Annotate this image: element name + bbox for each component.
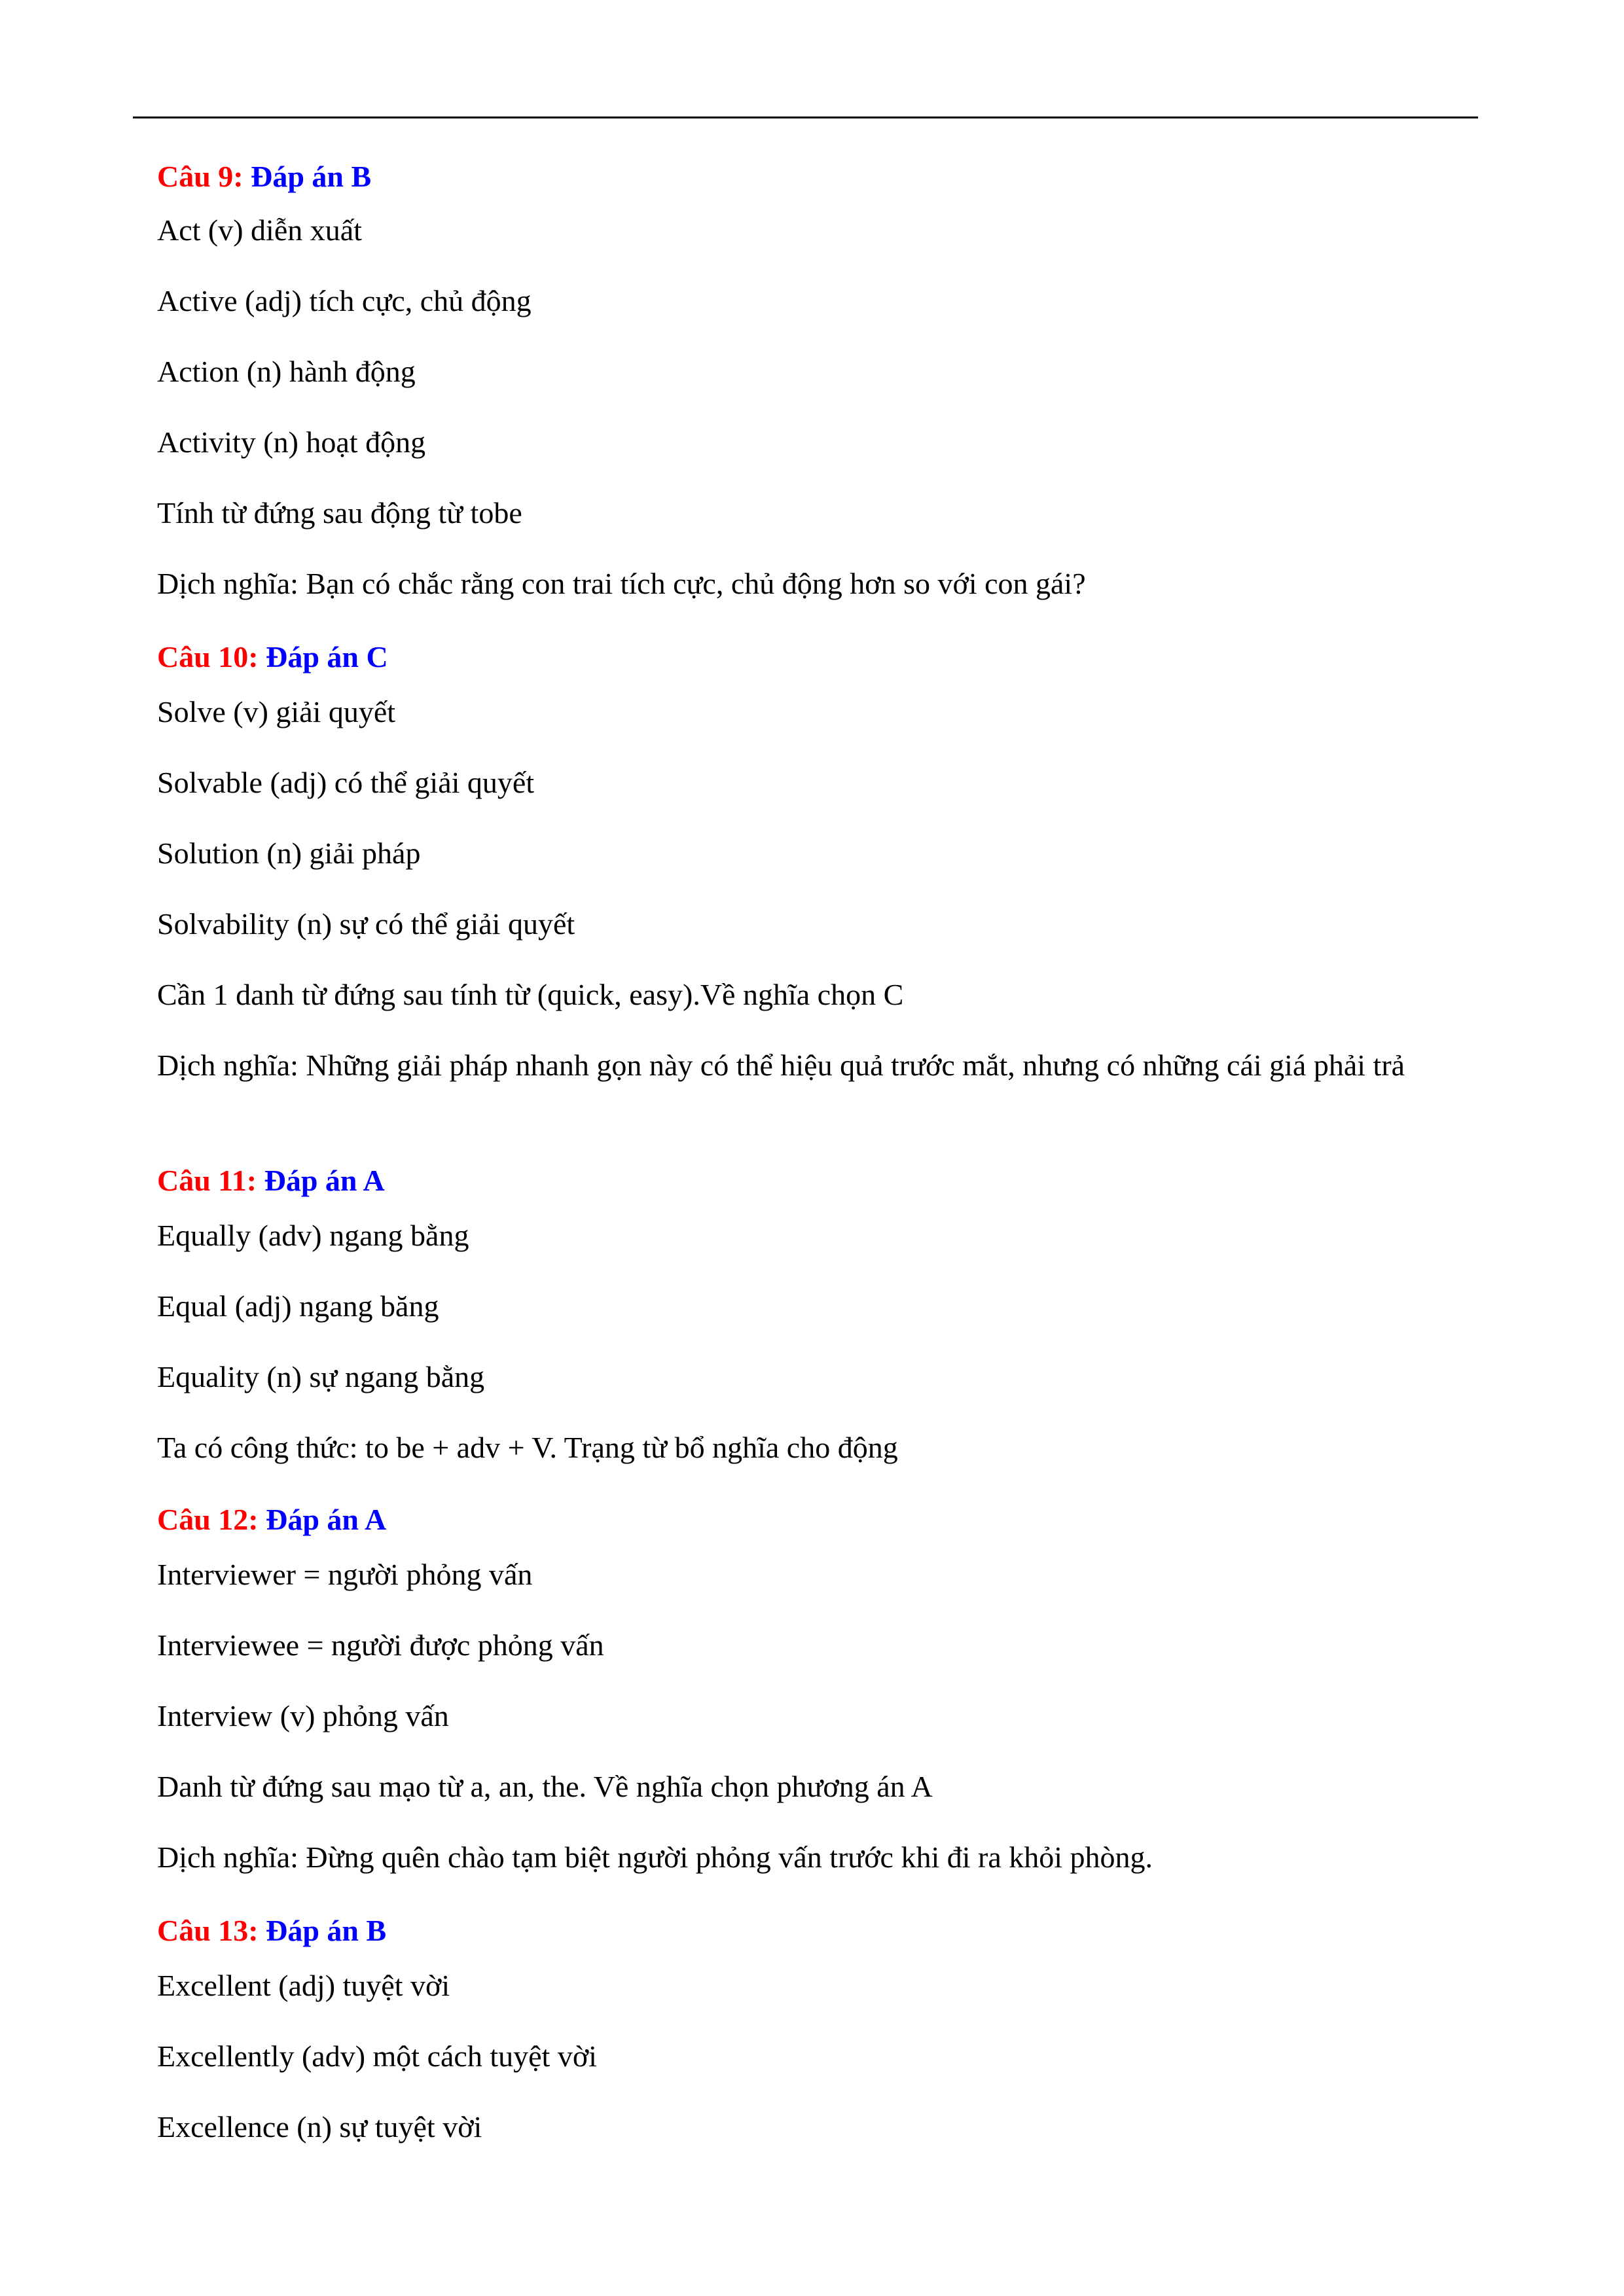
explanation-line: Equal (adj) ngang băng bbox=[157, 1289, 439, 1323]
translation-line: Dịch nghĩa: Đừng quên chào tạm biệt người phỏng vấn trước khi đi ra khỏi phòng. bbox=[157, 1840, 1153, 1874]
answer-label: Đáp án B bbox=[251, 160, 372, 193]
explanation-line: Action (n) hành động bbox=[157, 355, 416, 388]
explanation-line: Equality (n) sự ngang bằng bbox=[157, 1360, 485, 1393]
explanation-line: Solution (n) giải pháp bbox=[157, 836, 421, 870]
explanation-line: Interview (v) phỏng vấn bbox=[157, 1699, 449, 1732]
answer-label: Đáp án C bbox=[266, 640, 388, 673]
explanation-line: Ta có công thức: to be + adv + V. Trạng từ bổ nghĩa cho động bbox=[157, 1431, 898, 1464]
question-heading-9 bbox=[157, 155, 371, 198]
question-number: Câu 11: bbox=[157, 1164, 257, 1197]
explanation-line: Active (adj) tích cực, chủ động bbox=[157, 284, 532, 317]
question-number: Câu 13: bbox=[157, 1914, 259, 1947]
explanation-line: Excellent (adj) tuyệt vời bbox=[157, 1969, 450, 2002]
translation-line: Dịch nghĩa: Những giải pháp nhanh gọn này có thể hiệu quả trước mắt, nhưng có những cái giá phải trả bbox=[157, 1049, 1405, 1082]
explanation-line: Solvable (adj) có thể giải quyết bbox=[157, 766, 535, 799]
translation-line: Dịch nghĩa: Bạn có chắc rằng con trai tích cực, chủ động hơn so với con gái? bbox=[157, 567, 1086, 600]
header-rule bbox=[133, 117, 1478, 118]
answer-label: Đáp án A bbox=[264, 1164, 385, 1197]
explanation-line: Danh từ đứng sau mạo từ a, an, the. Về nghĩa chọn phương án A bbox=[157, 1770, 933, 1803]
explanation-line: Activity (n) hoạt động bbox=[157, 425, 426, 459]
answer-label: Đáp án B bbox=[266, 1914, 387, 1947]
question-heading-12 bbox=[157, 1498, 386, 1541]
explanation-line: Equally (adv) ngang bằng bbox=[157, 1219, 469, 1252]
question-heading-11 bbox=[157, 1159, 385, 1202]
explanation-line: Interviewee = người được phỏng vấn bbox=[157, 1628, 604, 1662]
explanation-line: Interviewer = người phỏng vấn bbox=[157, 1558, 533, 1591]
explanation-line: Excellence (n) sự tuyệt vời bbox=[157, 2110, 482, 2144]
explanation-line: Excellently (adv) một cách tuyệt vời bbox=[157, 2039, 597, 2073]
question-number: Câu 12: bbox=[157, 1503, 259, 1536]
explanation-line: Solve (v) giải quyết bbox=[157, 695, 396, 728]
explanation-line: Cần 1 danh từ đứng sau tính từ (quick, easy).Về nghĩa chọn C bbox=[157, 978, 904, 1011]
explanation-line: Act (v) diễn xuất bbox=[157, 213, 362, 247]
question-heading-10 bbox=[157, 636, 388, 679]
question-number: Câu 10: bbox=[157, 640, 259, 673]
answer-label: Đáp án A bbox=[266, 1503, 387, 1536]
question-number: Câu 9: bbox=[157, 160, 244, 193]
question-heading-13 bbox=[157, 1909, 386, 1952]
explanation-line: Solvability (n) sự có thể giải quyết bbox=[157, 907, 575, 941]
explanation-line: Tính từ đứng sau động từ tobe bbox=[157, 496, 522, 529]
